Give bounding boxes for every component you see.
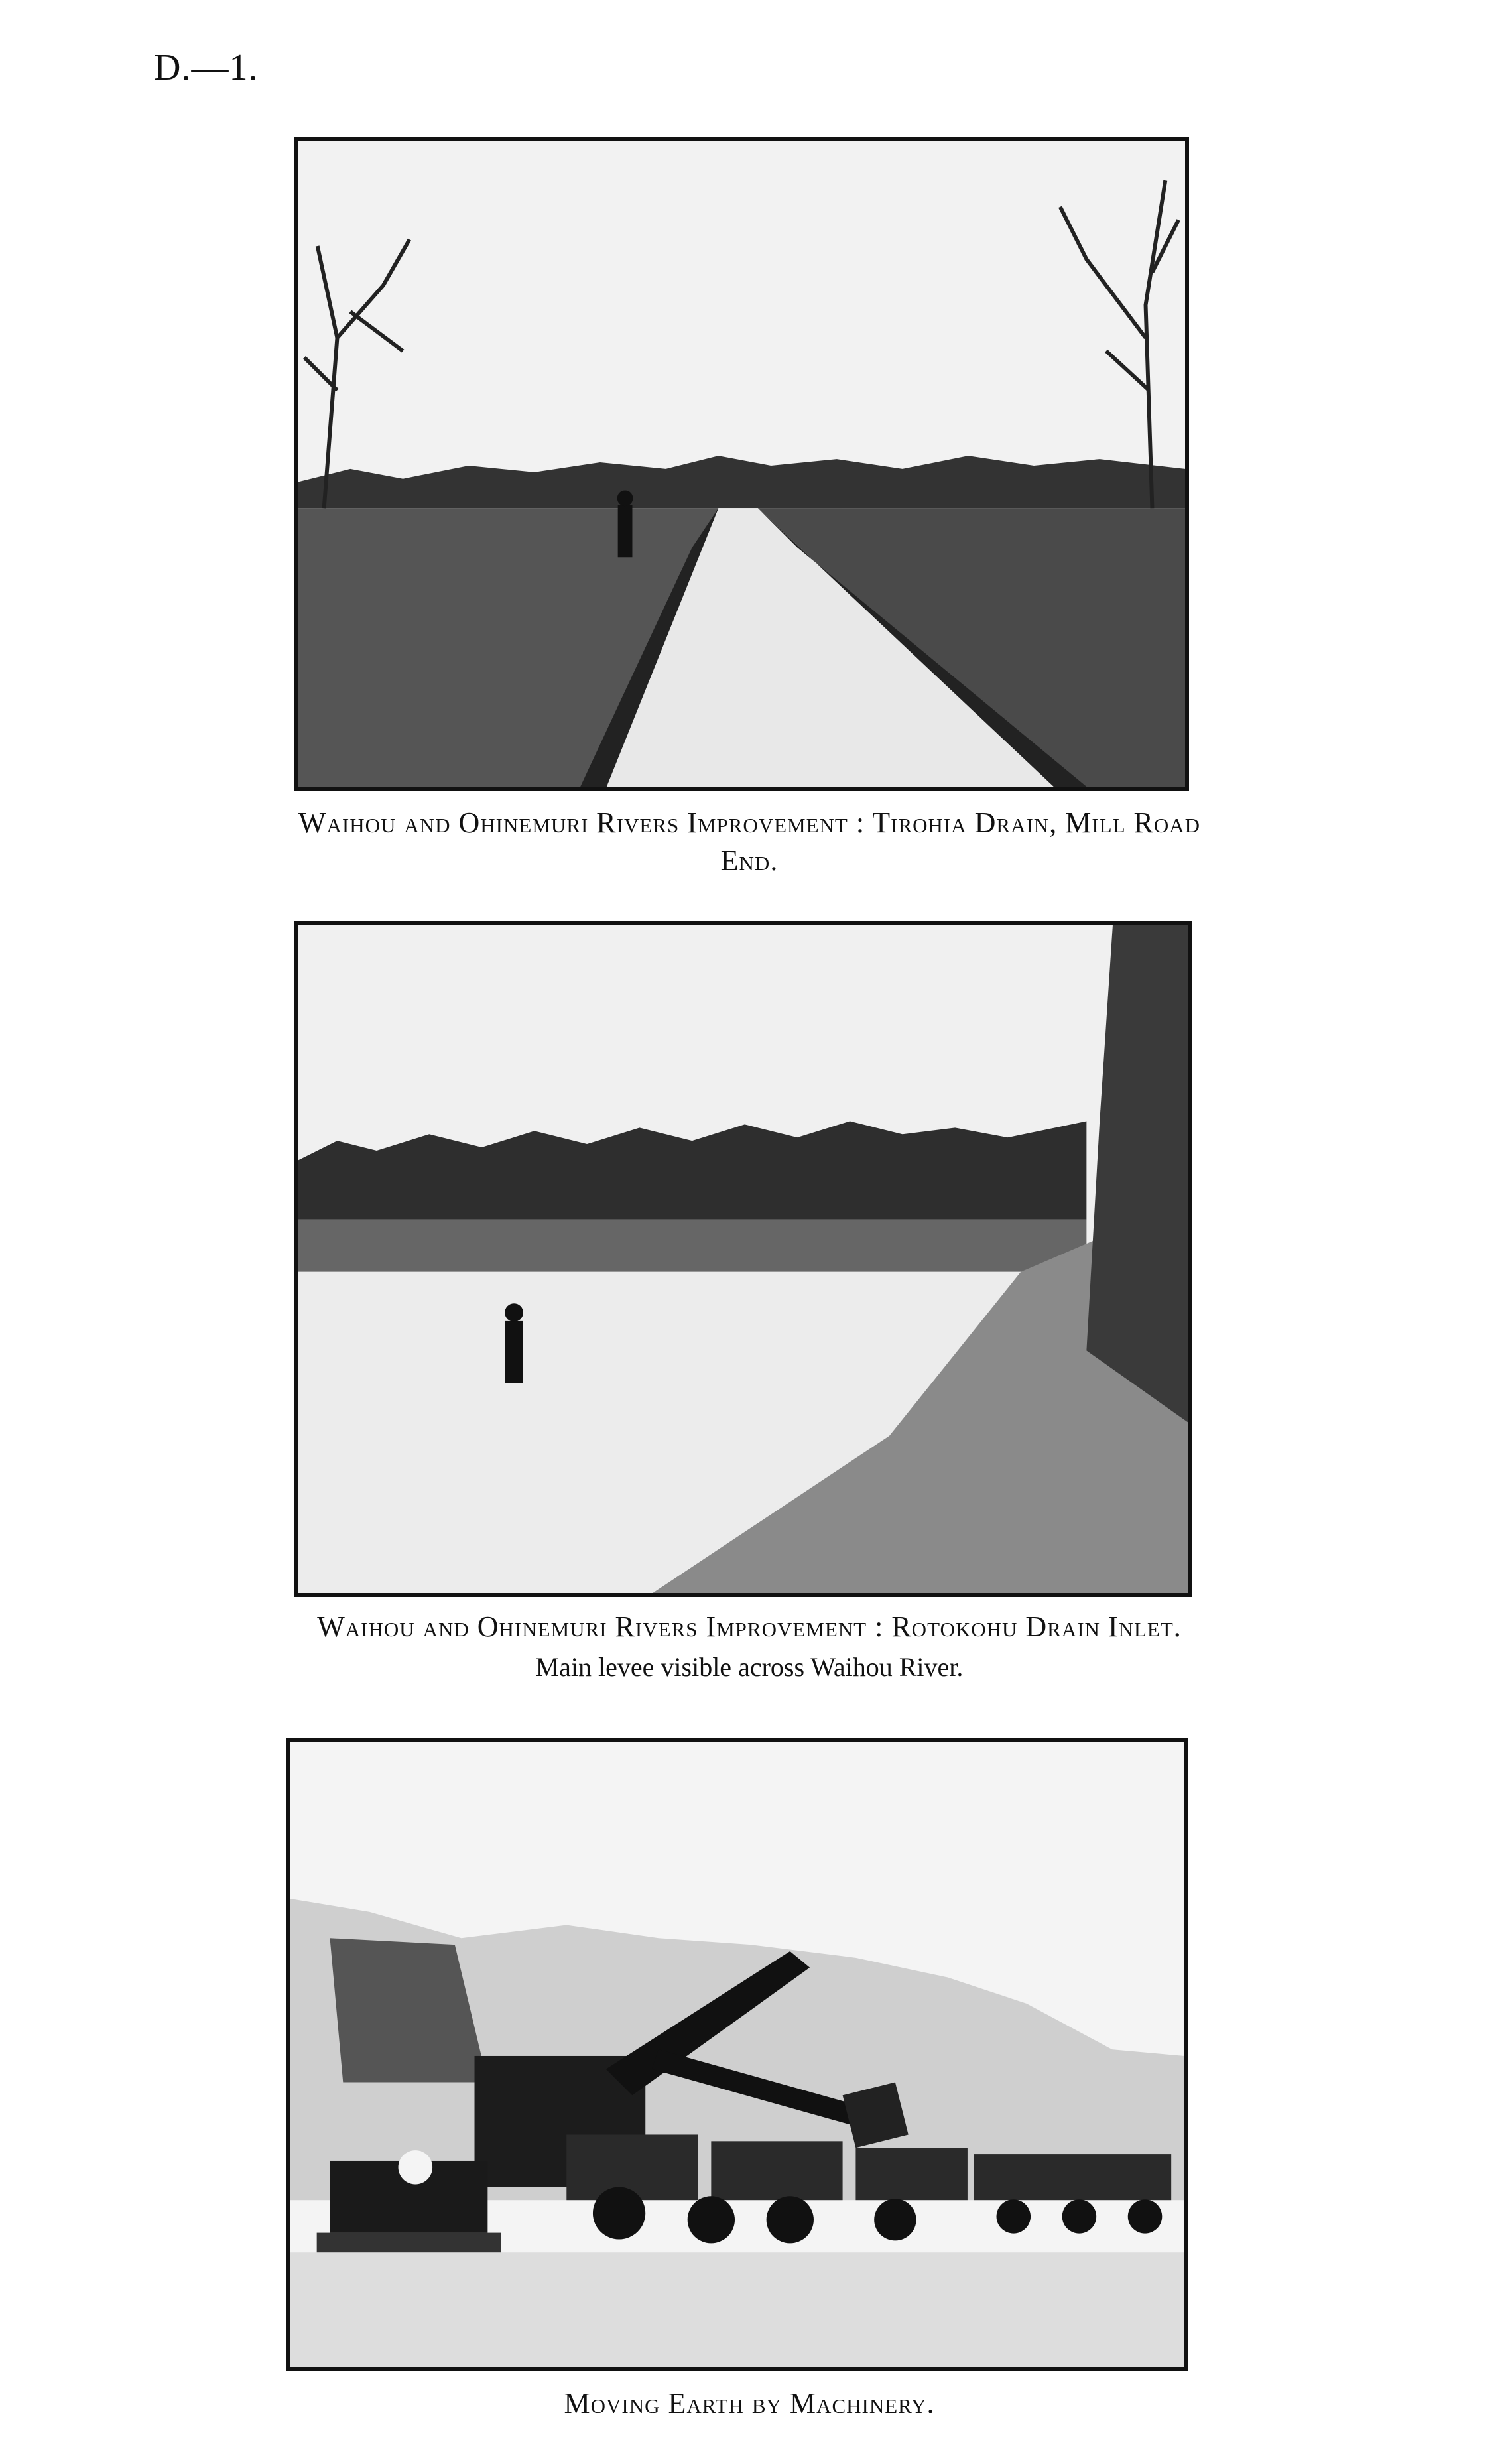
photo-rotokohu-drain-inlet [294,921,1192,1597]
plate-2-subcaption: Main levee visible across Waihou River. [535,1652,964,1682]
plate-2-caption: Waihou and Ohinemuri Rivers Improvement : Rotokohu Drain Inlet. [317,1610,1182,1643]
photo-moving-earth [286,1738,1188,2371]
photo-tirohia-drain [294,137,1189,791]
plate-1-caption: Waihou and Ohinemuri Rivers Improvement : Tirohia Drain, Mill Road End. [298,806,1201,877]
plate-3-caption: Moving Earth by Machinery. [564,2387,935,2419]
page-reference: D.—1. [154,47,259,88]
